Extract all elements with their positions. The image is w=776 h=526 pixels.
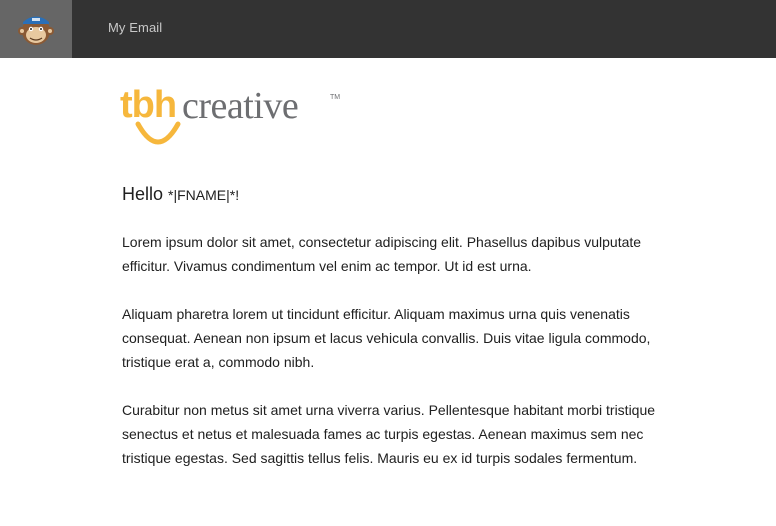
greeting <box>122 184 662 206</box>
email-body <box>122 82 662 484</box>
mailchimp-monkey-icon <box>16 9 56 49</box>
brand-tbh-text: tbh <box>120 84 177 126</box>
smile-icon <box>134 120 182 148</box>
brand-tm-text: TM <box>330 94 341 101</box>
top-bar <box>0 0 776 58</box>
app-logo-button[interactable] <box>0 0 72 58</box>
app-title: My Email <box>108 20 163 35</box>
brand-logo <box>122 82 362 152</box>
brand-creative-text: creative <box>182 85 299 127</box>
greeting-merge-tag: *|FNAME|*! <box>168 187 240 203</box>
paragraph-2: Aliquam pharetra lorem ut tincidunt efficitur. Aliquam maximus urna quis venenatis consequat. Aenean non ipsum et lacus vehicula convallis. Duis vitae ligula commodo, tristique erat a, commodo nibh. <box>122 305 651 370</box>
greeting-prefix: Hello <box>122 184 164 204</box>
paragraph-3: Curabitur non metus sit amet urna viverra varius. Pellentesque habitant morbi tristique senectus et netus et malesuada fames ac turpis egestas. Aenean maximus sem nec tristique egestas. Sed sagittis tellus felis. Mauris eu ex id turpis sodales fermentum. <box>122 401 656 466</box>
paragraph-1: Lorem ipsum dolor sit amet, consectetur adipiscing elit. Phasellus dapibus vulputate efficitur. Vivamus condimentum vel enim ac tempor. Ut id est urna. <box>122 233 642 274</box>
